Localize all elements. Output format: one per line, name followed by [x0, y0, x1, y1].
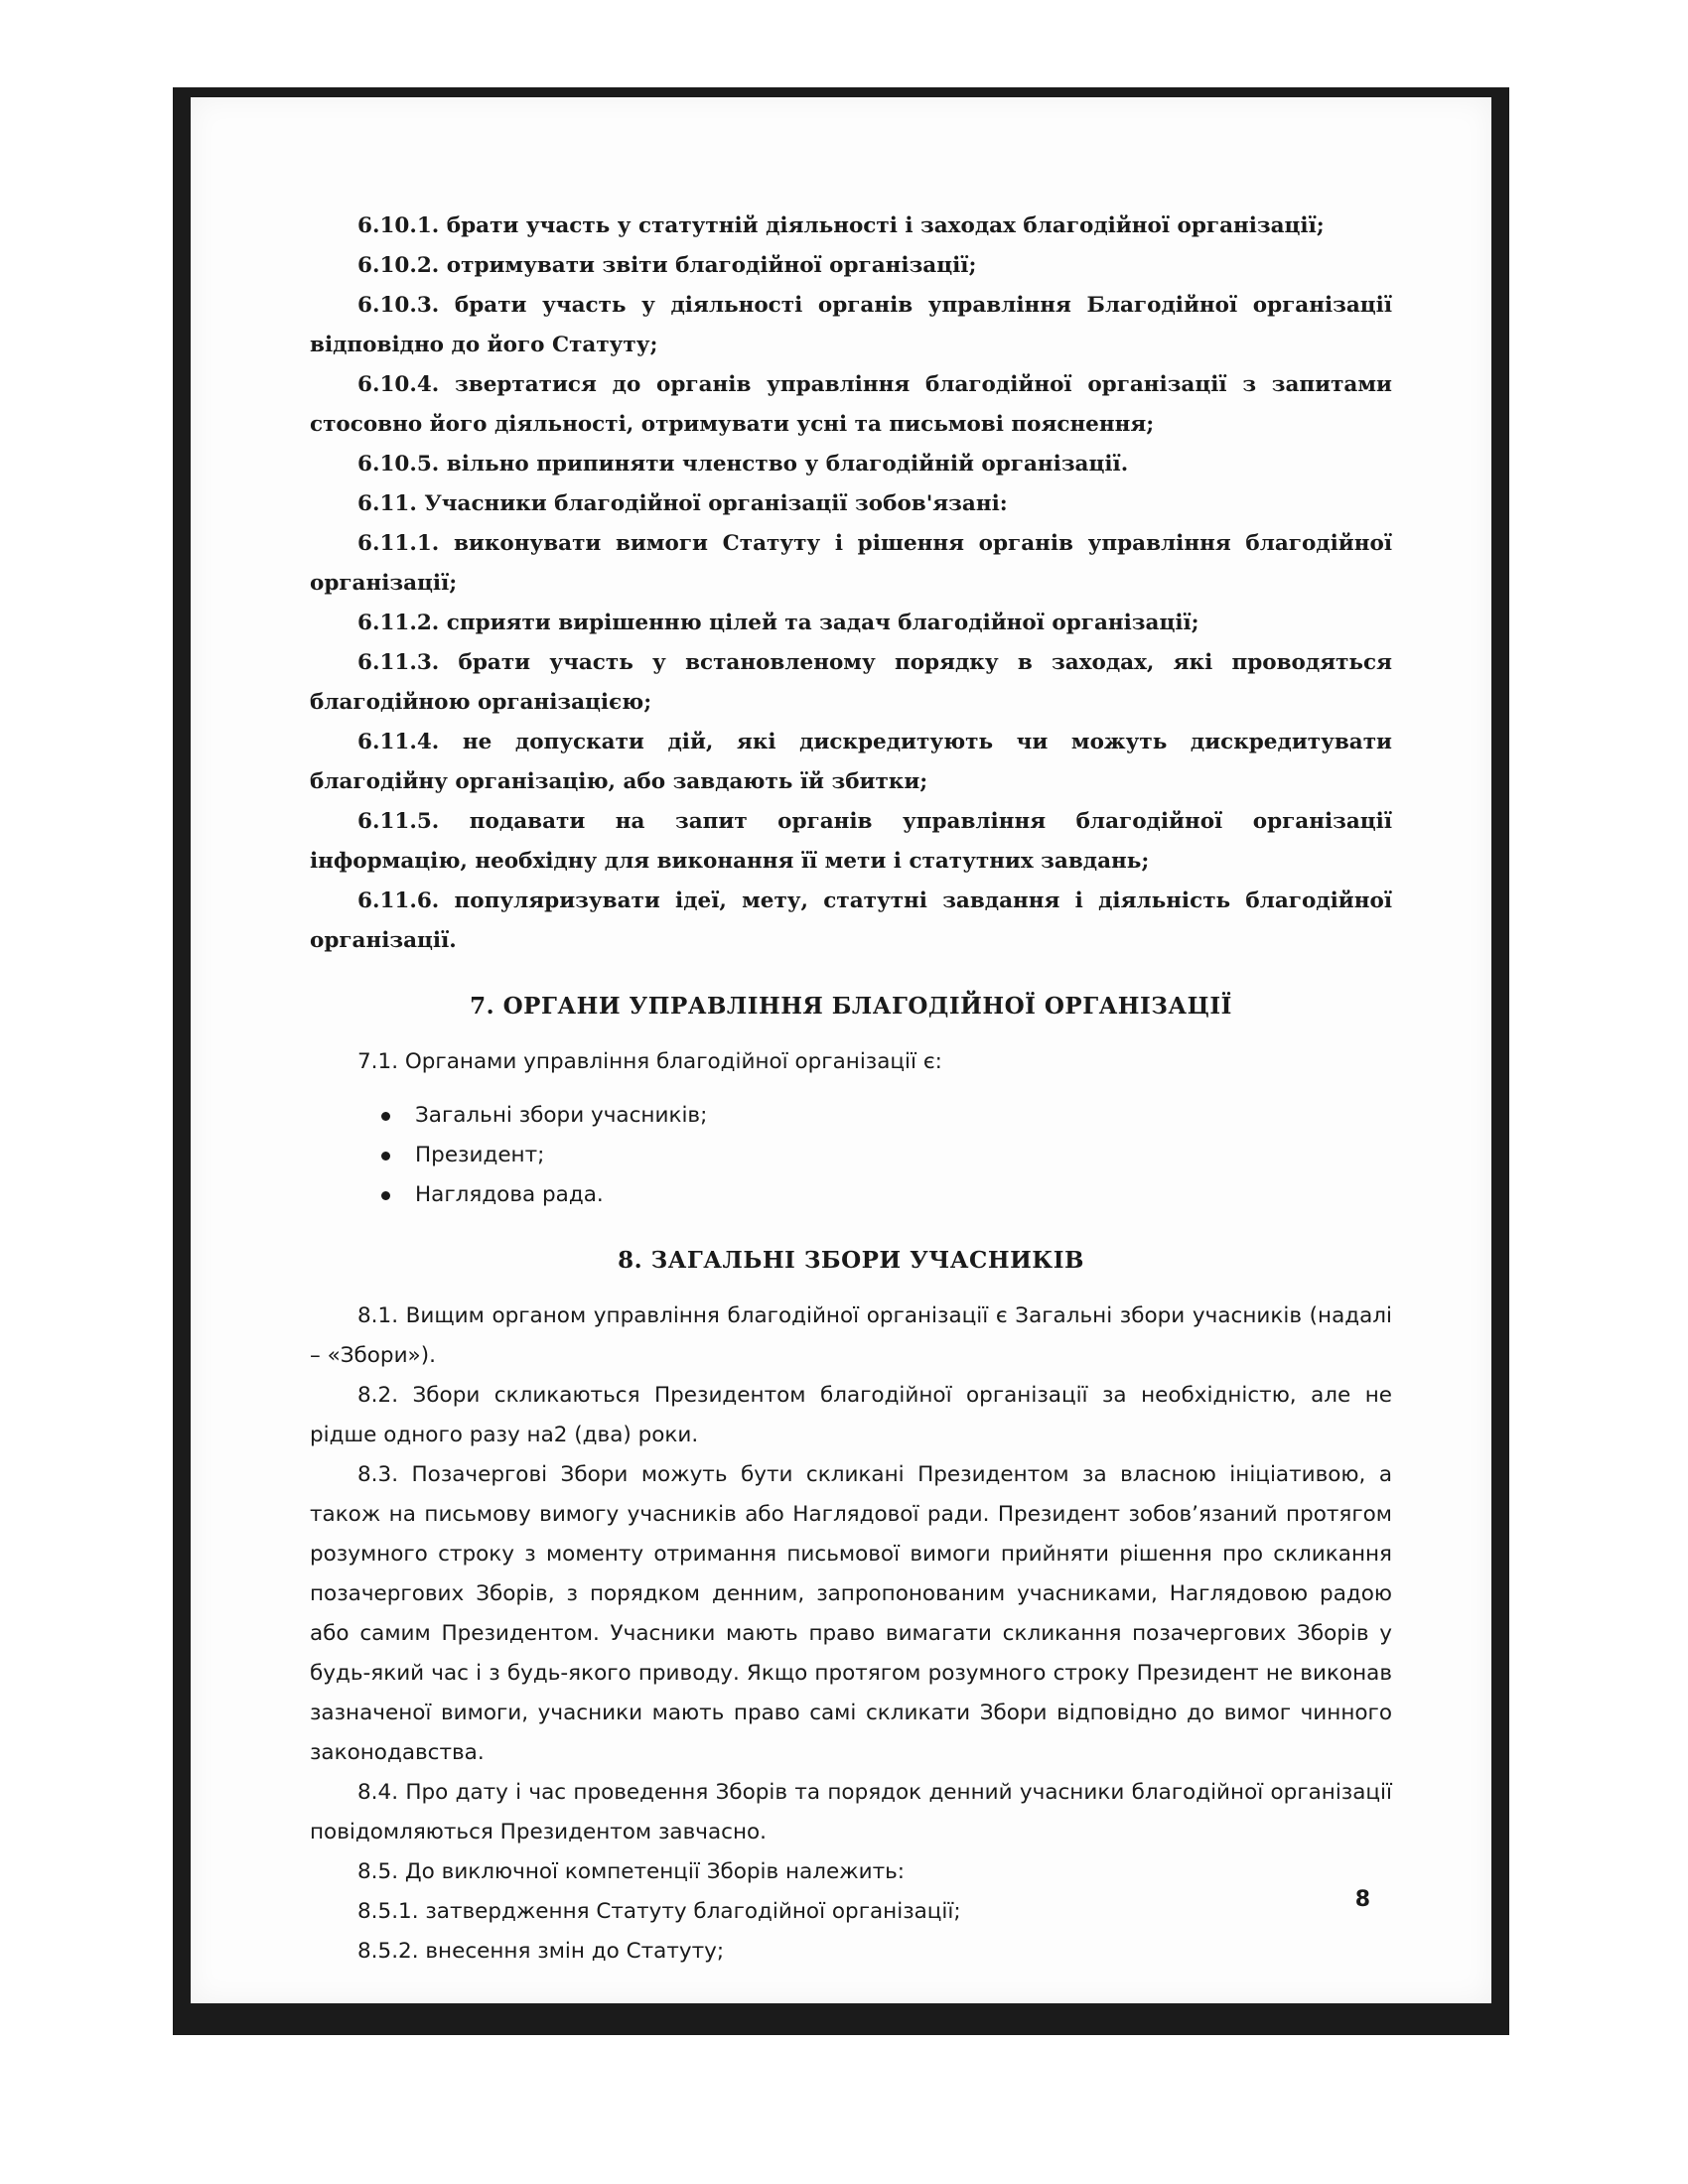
clause-6-10-2: 6.10.2. отримувати звіти благодійної організації; [357, 253, 977, 278]
bullet-icon [381, 1152, 390, 1160]
clause-6-10-1: 6.10.1. брати участь у статутній діяльності і заходах благодійної організації; [357, 213, 1325, 238]
section-8-heading: 8. ЗАГАЛЬНІ ЗБОРИ УЧАСНИКІВ [618, 1247, 1084, 1274]
clause-6-11-3: 6.11.3. брати участь у встановленому порядку в заходах, які проводяться благодійною організацією; [310, 650, 1392, 715]
bullet-icon [381, 1112, 390, 1121]
list-item: Загальні збори учасників; [381, 1096, 1392, 1136]
clause-8-5-1: 8.5.1. затвердження Статуту благодійної організації; [357, 1899, 961, 1924]
clause-6-11-5: 6.11.5. подавати на запит органів управління благодійної організації інформацію, необхідну для виконання її мети і статутних завдань; [310, 809, 1392, 874]
clause-8-5-2: 8.5.2. внесення змін до Статуту; [357, 1939, 725, 1964]
clause-6-11: 6.11. Учасники благодійної організації зобов'язані: [357, 491, 1008, 516]
clause-6-11-6: 6.11.6. популяризувати ідеї, мету, статутні завдання і діяльність благодійної організації. [310, 888, 1392, 953]
governing-bodies-list [310, 1096, 1392, 1215]
clause-6-10-4: 6.10.4. звертатися до органів управління благодійної організації з запитами стосовно його діяльності, отримувати усні та письмові пояснення; [310, 372, 1392, 437]
clause-8-2: 8.2. Збори скликаються Президентом благодійної організації за необхідністю, але не рідше одного разу на2 (два) роки. [310, 1383, 1392, 1447]
clause-6-10-5: 6.10.5. вільно припиняти членство у благодійній організації. [357, 452, 1129, 477]
list-item: Наглядова рада. [381, 1175, 1392, 1215]
list-item: Президент; [381, 1136, 1392, 1175]
clause-6-10-3: 6.10.3. брати участь у діяльності органів управління Благодійної організації відповідно до його Статуту; [310, 293, 1392, 357]
clause-6-11-1: 6.11.1. виконувати вимоги Статуту і рішення органів управління благодійної організації; [310, 531, 1392, 596]
clause-6-11-4: 6.11.4. не допускати дій, які дискредитують чи можуть дискредитувати благодійну організацію, або завдають їй збитки; [310, 730, 1392, 794]
section-7-heading: 7. ОРГАНИ УПРАВЛІННЯ БЛАГОДІЙНОЇ ОРГАНІЗАЦІЇ [470, 993, 1232, 1020]
clause-8-1: 8.1. Вищим органом управління благодійної організації є Загальні збори учасників (надалі – «Збори»). [310, 1303, 1392, 1368]
clause-8-4: 8.4. Про дату і час проведення Зборів та порядок денний учасники благодійної організації повідомляються Президентом завчасно. [310, 1780, 1392, 1844]
clause-8-3: 8.3. Позачергові Збори можуть бути скликані Президентом за власною ініціативою, а також на письмову вимогу учасників або Наглядової ради. Президент зобов’язаний протягом розумного строку з моменту отримання письмової вимоги прийняти рішення про скликання позачергових Зборів, з порядком денним, запропонованим учасниками, Наглядовою радою або самим Президентом. Учасники мають право вимагати скликання позачергових Зборів у будь-який час і з будь-якого приводу. Якщо протягом розумного строку Президент не виконав зазначеної вимоги, учасники мають право самі скликати Збори відповідно до вимог чинного законодавства. [310, 1462, 1392, 1765]
clause-8-5: 8.5. До виключної компетенції Зборів належить: [357, 1859, 906, 1884]
bullet-icon [381, 1191, 390, 1200]
document-page [191, 97, 1491, 2003]
page-number: 8 [1354, 1887, 1370, 1912]
clause-6-11-2: 6.11.2. сприяти вирішенню цілей та задач благодійної організації; [357, 611, 1199, 635]
scan-frame [173, 87, 1509, 2035]
clause-7-1: 7.1. Органами управління благодійної організації є: [357, 1049, 942, 1074]
page-content [310, 206, 1392, 1972]
